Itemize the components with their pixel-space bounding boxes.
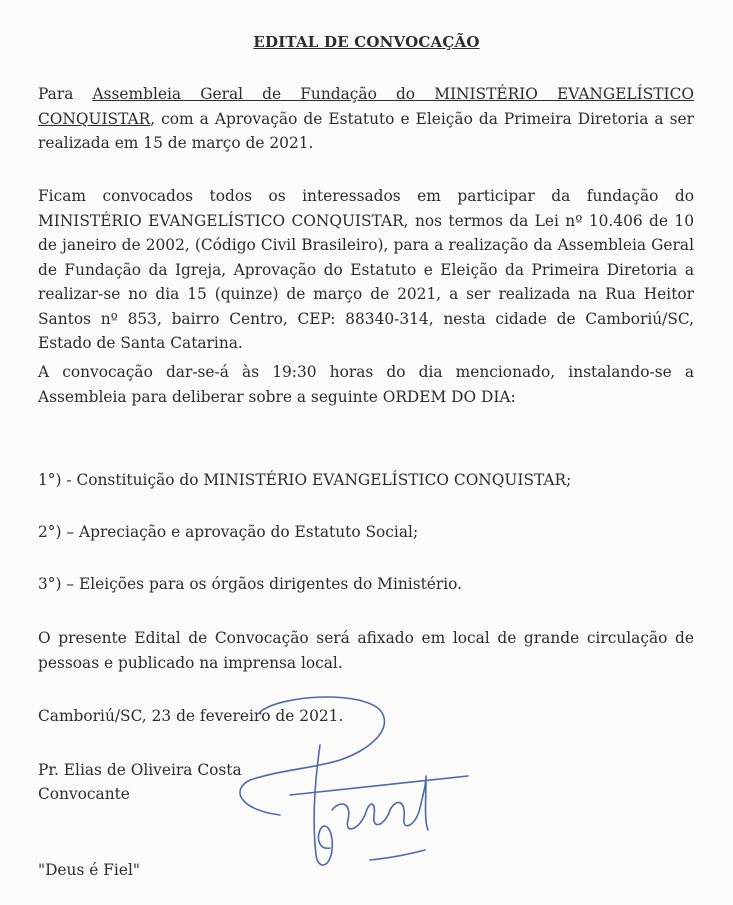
schedule-paragraph: A convocação dar-se-á às 19:30 horas do dia mencionado, instalando-se a Assembleia para deliberar sobre a seguinte ORDEM DO DIA: [38,363,694,406]
agenda-item-3: 3°) – Eleições para os órgãos dirigentes do Ministério. [38,575,463,593]
motto: "Deus é Fiel" [38,861,140,879]
agenda-item-2: 2°) – Apreciação e aprovação do Estatuto Social; [38,523,419,541]
agenda-item-1: 1°) - Constituição do MINISTÉRIO EVANGELÍSTICO CONQUISTAR; [38,471,572,489]
intro-paragraph [38,82,694,156]
signer-role: Convocante [38,785,130,803]
intro-underlined: Assembleia Geral de Fundação do MINISTÉRIO EVANGELÍSTICO CONQUISTAR [38,85,695,128]
publication-paragraph: O presente Edital de Convocação será afixado em local de grande circulação de pessoas e publicado na imprensa local. [38,629,694,672]
intro-prefix: Para [38,85,93,103]
document-title: EDITAL DE CONVOCAÇÃO [253,33,480,51]
signer-name: Pr. Elias de Oliveira Costa [38,761,242,779]
place-date: Camboriú/SC, 23 de fevereiro de 2021. [38,707,344,725]
handwritten-signature [220,690,490,890]
convocation-paragraph: Ficam convocados todos os interessados em participar da fundação do MINISTÉRIO EVANGELÍSTICO CONQUISTAR, nos termos da Lei nº 10.406 de 10 de janeiro de 2002, (Código Civil Brasileiro), para a realização da Assembleia Geral de Fundação da Igreja, Aprovação do Estatuto e Eleição da Primeira Diretoria a realizar-se no dia 15 (quinze) de março de 2021, a ser realizada na Rua Heitor Santos nº 853, bairro Centro, CEP: 88340-314, nesta cidade de Camboriú/SC, Estado de Santa Catarina. [38,187,694,352]
intro-suffix: , com a Aprovação de Estatuto e Eleição da Primeira Diretoria a ser realizada em 15 de março de 2021. [38,109,694,152]
